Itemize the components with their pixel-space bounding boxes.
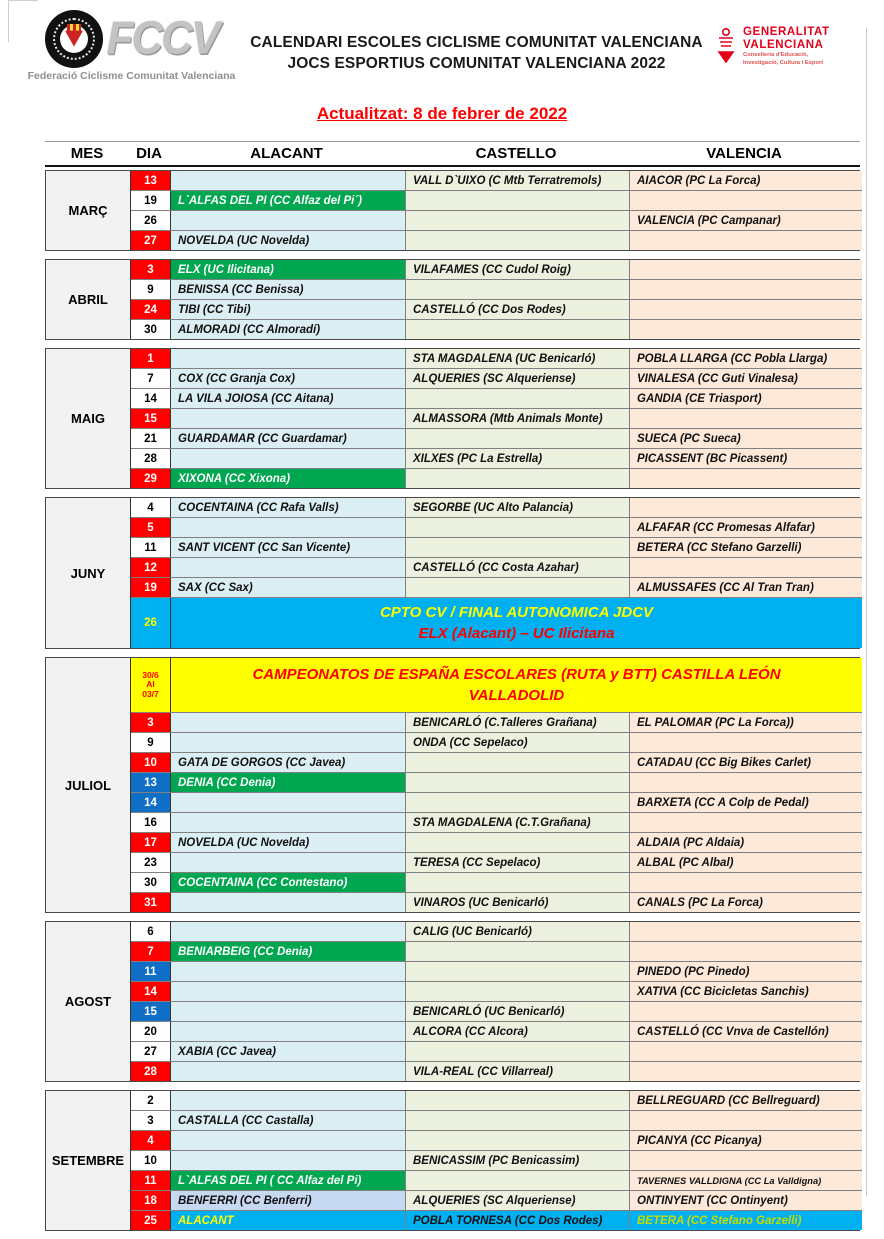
event-cell-castello: ALQUERIES (SC Alqueriense) (406, 369, 630, 388)
event-cell-valencia: GANDIA (CE Triasport) (630, 389, 862, 408)
table-row (131, 713, 862, 733)
day-cell: 15 (131, 1002, 171, 1021)
month-block-juliol (45, 657, 860, 913)
event-cell-castello (406, 538, 630, 557)
day-cell: 24 (131, 300, 171, 319)
event-cell-alacant (171, 518, 406, 537)
day-cell: 28 (131, 449, 171, 468)
day-cell: 4 (131, 1131, 171, 1150)
event-cell-alacant (171, 962, 406, 981)
event-cell-castello (406, 231, 630, 250)
table-row (131, 1091, 862, 1111)
month-label: ABRIL (46, 260, 131, 339)
event-cell-valencia: PICASSENT (BC Picassent) (630, 449, 862, 468)
event-cell-alacant (171, 349, 406, 368)
event-cell-valencia: BARXETA (CC A Colp de Pedal) (630, 793, 862, 812)
banner-line: VALLADOLID (468, 687, 565, 704)
banner-line: ELX (Alacant) – UC Ilicitana (418, 625, 615, 642)
event-cell-alacant: ALACANT (171, 1211, 406, 1230)
event-cell-alacant: COCENTAINA (CC Contestano) (171, 873, 406, 892)
event-cell-alacant: BENFERRI (CC Benferri) (171, 1191, 406, 1210)
day-cell: 17 (131, 833, 171, 852)
column-header-castello: CASTELLO (475, 145, 557, 162)
day-cell: 13 (131, 773, 171, 792)
day-cell: 13 (131, 171, 171, 190)
table-row (131, 449, 862, 469)
event-cell-valencia: ALFAFAR (CC Promesas Alfafar) (630, 518, 862, 537)
event-cell-alacant: LA VILA JOIOSA (CC Aitana) (171, 389, 406, 408)
event-cell-castello (406, 793, 630, 812)
month-rows (131, 1091, 862, 1230)
generalitat-text (743, 26, 830, 75)
event-cell-valencia (630, 300, 862, 319)
event-cell-valencia (630, 280, 862, 299)
event-cell-valencia (630, 558, 862, 577)
day-cell: 11 (131, 538, 171, 557)
event-cell-alacant: L`ALFAS DEL PI (CC Alfaz del Pi´) (171, 191, 406, 210)
gv-name-2: VALENCIANA (743, 38, 824, 51)
table-row (131, 853, 862, 873)
document-title (239, 10, 714, 74)
event-cell-alacant: GATA DE GORGOS (CC Javea) (171, 753, 406, 772)
event-cell-castello (406, 1091, 630, 1110)
event-cell-alacant (171, 922, 406, 941)
event-cell-alacant: XABIA (CC Javea) (171, 1042, 406, 1061)
day-cell: 30 (131, 873, 171, 892)
gv-sub-1: Conselleria d'Educació, (743, 52, 809, 58)
day-cell: 27 (131, 231, 171, 250)
event-cell-valencia: CANALS (PC La Forca) (630, 893, 862, 912)
table-row (131, 922, 862, 942)
event-cell-castello (406, 942, 630, 961)
day-line: Al (146, 679, 155, 690)
table-row (131, 1131, 862, 1151)
event-cell-alacant (171, 813, 406, 832)
fccv-emblem-icon (45, 10, 103, 68)
event-cell-castello: CALIG (UC Benicarló) (406, 922, 630, 941)
day-cell: 20 (131, 1022, 171, 1041)
table-row (131, 558, 862, 578)
table-row (131, 658, 862, 713)
event-cell-castello (406, 518, 630, 537)
day-cell: 25 (131, 1211, 171, 1230)
event-cell-alacant: NOVELDA (UC Novelda) (171, 833, 406, 852)
event-cell-castello (406, 982, 630, 1001)
table-row (131, 280, 862, 300)
day-cell: 18 (131, 1191, 171, 1210)
day-cell: 12 (131, 558, 171, 577)
event-cell-castello (406, 1171, 630, 1190)
table-row (131, 538, 862, 558)
calendar-table (45, 141, 860, 1239)
event-cell-castello (406, 753, 630, 772)
event-cell-alacant (171, 853, 406, 872)
event-cell-valencia: BETERA (CC Stefano Garzelli) (630, 538, 862, 557)
event-cell-castello (406, 1111, 630, 1130)
table-row (131, 1151, 862, 1171)
event-cell-alacant: NOVELDA (UC Novelda) (171, 231, 406, 250)
day-cell: 2 (131, 1091, 171, 1110)
event-cell-valencia: ONTINYENT (CC Ontinyent) (630, 1191, 862, 1210)
event-cell-valencia (630, 942, 862, 961)
event-cell-alacant: ELX (UC Ilicitana) (171, 260, 406, 279)
day-cell: 4 (131, 498, 171, 517)
event-cell-valencia: CATADAU (CC Big Bikes Carlet) (630, 753, 862, 772)
month-label: JUNY (46, 498, 131, 648)
day-cell: 21 (131, 429, 171, 448)
table-row (131, 171, 862, 191)
event-cell-castello: ALCORA (CC Alcora) (406, 1022, 630, 1041)
event-cell-alacant: BENIARBEIG (CC Denia) (171, 942, 406, 961)
event-cell-alacant: TIBI (CC Tibi) (171, 300, 406, 319)
event-cell-valencia: ALBAL (PC Albal) (630, 853, 862, 872)
event-cell-valencia (630, 320, 862, 339)
event-cell-alacant: COCENTAINA (CC Rafa Valls) (171, 498, 406, 517)
table-row (131, 1042, 862, 1062)
day-cell: 9 (131, 733, 171, 752)
generalitat-emblem-icon (714, 26, 738, 75)
event-cell-valencia: VALENCIA (PC Campanar) (630, 211, 862, 230)
table-row (131, 962, 862, 982)
event-cell-castello: BENICARLÓ (UC Benicarló) (406, 1002, 630, 1021)
event-cell-alacant: SANT VICENT (CC San Vicente) (171, 538, 406, 557)
event-cell-castello (406, 833, 630, 852)
event-cell-castello (406, 1042, 630, 1061)
event-cell-valencia (630, 873, 862, 892)
month-rows (131, 658, 862, 912)
table-row (131, 191, 862, 211)
event-cell-alacant (171, 171, 406, 190)
day-cell: 19 (131, 191, 171, 210)
event-cell-valencia: BELLREGUARD (CC Bellreguard) (630, 1091, 862, 1110)
table-row (131, 349, 862, 369)
column-header-dia: DIA (136, 145, 162, 162)
event-cell-castello (406, 873, 630, 892)
month-block-maig (45, 348, 860, 489)
table-row (131, 260, 862, 280)
event-cell-valencia (630, 813, 862, 832)
event-cell-valencia (630, 1002, 862, 1021)
event-cell-alacant: DENIA (CC Denia) (171, 773, 406, 792)
table-row (131, 578, 862, 598)
table-row (131, 389, 862, 409)
event-cell-alacant (171, 558, 406, 577)
month-label: MAIG (46, 349, 131, 488)
event-cell-castello: SEGORBE (UC Alto Palancia) (406, 498, 630, 517)
event-cell-valencia (630, 1042, 862, 1061)
event-cell-castello: ALMASSORA (Mtb Animals Monte) (406, 409, 630, 428)
table-row (131, 598, 862, 648)
day-cell: 26 (131, 211, 171, 230)
table-row (131, 409, 862, 429)
table-row (131, 469, 862, 488)
day-cell: 15 (131, 409, 171, 428)
day-cell: 10 (131, 1151, 171, 1170)
event-cell-castello: VALL D`UIXO (C Mtb Terratremols) (406, 171, 630, 190)
day-cell: 27 (131, 1042, 171, 1061)
day-cell: 7 (131, 942, 171, 961)
day-cell: 7 (131, 369, 171, 388)
table-row (131, 773, 862, 793)
table-row (131, 1171, 862, 1191)
event-cell-alacant (171, 211, 406, 230)
day-cell: 31 (131, 893, 171, 912)
event-cell-alacant (171, 1091, 406, 1110)
generalitat-valenciana-logo (714, 10, 864, 75)
day-cell: 14 (131, 389, 171, 408)
banner-line: CPTO CV / FINAL AUTONOMICA JDCV (379, 604, 654, 621)
updated-date: Actualitzat: 8 de febrer de 2022 (316, 104, 568, 123)
event-cell-valencia: CASTELLÓ (CC Vnva de Castellón) (630, 1022, 862, 1041)
event-cell-castello (406, 280, 630, 299)
event-cell-alacant: XIXONA (CC Xixona) (171, 469, 406, 488)
day-cell: 23 (131, 853, 171, 872)
title-line-1: CALENDARI ESCOLES CICLISME COMUNITAT VALENCIANA (250, 34, 703, 51)
day-cell: 26 (131, 598, 171, 648)
title-line-2: JOCS ESPORTIUS COMUNITAT VALENCIANA 2022 (287, 55, 666, 72)
document-header (24, 10, 864, 105)
table-row (131, 793, 862, 813)
event-cell-castello: BENICASSIM (PC Benicassim) (406, 1151, 630, 1170)
event-cell-castello (406, 469, 630, 488)
event-cell-castello: VILAFAMES (CC Cudol Roig) (406, 260, 630, 279)
day-cell: 30 (131, 320, 171, 339)
event-cell-valencia (630, 498, 862, 517)
column-header-valencia: VALENCIA (706, 145, 782, 162)
banner-cell (171, 598, 862, 648)
month-label: SETEMBRE (46, 1091, 131, 1230)
event-cell-valencia: XATIVA (CC Bicicletas Sanchis) (630, 982, 862, 1001)
event-cell-alacant: L`ALFAS DEL PI ( CC Alfaz del Pi) (171, 1171, 406, 1190)
month-rows (131, 171, 862, 250)
event-cell-castello: ONDA (CC Sepelaco) (406, 733, 630, 752)
day-line: 30/6 (142, 669, 159, 680)
event-cell-castello: STA MAGDALENA (C.T.Grañana) (406, 813, 630, 832)
day-cell: 10 (131, 753, 171, 772)
event-cell-valencia (630, 409, 862, 428)
banner-cell (171, 658, 862, 712)
day-cell: 16 (131, 813, 171, 832)
month-rows (131, 260, 862, 339)
column-header-row (45, 141, 860, 167)
month-block-agost (45, 921, 860, 1082)
event-cell-alacant: CASTALLA (CC Castalla) (171, 1111, 406, 1130)
event-cell-alacant: COX (CC Granja Cox) (171, 369, 406, 388)
event-cell-valencia (630, 191, 862, 210)
month-label: JULIOL (46, 658, 131, 912)
event-cell-valencia (630, 1151, 862, 1170)
event-cell-valencia (630, 733, 862, 752)
month-block-març (45, 170, 860, 251)
day-cell: 29 (131, 469, 171, 488)
day-cell: 3 (131, 1111, 171, 1130)
table-row (131, 369, 862, 389)
table-row (131, 1111, 862, 1131)
event-cell-valencia: ALDAIA (PC Aldaia) (630, 833, 862, 852)
month-block-abril (45, 259, 860, 340)
event-cell-valencia (630, 231, 862, 250)
table-row (131, 320, 862, 339)
event-cell-alacant: BENISSA (CC Benissa) (171, 280, 406, 299)
table-row (131, 429, 862, 449)
event-cell-valencia: PICANYA (CC Picanya) (630, 1131, 862, 1150)
event-cell-castello (406, 962, 630, 981)
day-cell: 1 (131, 349, 171, 368)
month-rows (131, 349, 862, 488)
event-cell-castello: ALQUERIES (SC Alqueriense) (406, 1191, 630, 1210)
table-row (131, 231, 862, 250)
event-cell-alacant (171, 449, 406, 468)
day-cell (131, 658, 171, 712)
month-block-setembre (45, 1090, 860, 1231)
day-cell: 28 (131, 1062, 171, 1081)
day-cell: 6 (131, 922, 171, 941)
event-cell-castello: CASTELLÓ (CC Dos Rodes) (406, 300, 630, 319)
event-cell-alacant (171, 982, 406, 1001)
event-cell-castello (406, 578, 630, 597)
event-cell-castello: BENICARLÓ (C.Talleres Grañana) (406, 713, 630, 732)
table-row (131, 1191, 862, 1211)
event-cell-castello: VINAROS (UC Benicarló) (406, 893, 630, 912)
banner-line: CAMPEONATOS DE ESPAÑA ESCOLARES (RUTA y BTT) CASTILLA LEÓN (252, 666, 781, 683)
month-block-juny (45, 497, 860, 649)
event-cell-castello: STA MAGDALENA (UC Benicarló) (406, 349, 630, 368)
event-cell-alacant (171, 409, 406, 428)
page-edge-top (8, 0, 38, 1)
event-cell-castello: POBLA TORNESA (CC Dos Rodes) (406, 1211, 630, 1230)
event-cell-castello: VILA-REAL (CC Villarreal) (406, 1062, 630, 1081)
page-edge-left (8, 0, 9, 42)
day-cell: 3 (131, 260, 171, 279)
day-cell: 19 (131, 578, 171, 597)
table-row (131, 300, 862, 320)
event-cell-valencia: SUECA (PC Sueca) (630, 429, 862, 448)
table-row (131, 498, 862, 518)
table-row (131, 733, 862, 753)
table-row (131, 1062, 862, 1081)
event-cell-valencia: PINEDO (PC Pinedo) (630, 962, 862, 981)
day-cell: 11 (131, 962, 171, 981)
event-cell-castello: XILXES (PC La Estrella) (406, 449, 630, 468)
event-cell-alacant: SAX (CC Sax) (171, 578, 406, 597)
page-edge-right (866, 28, 867, 1196)
day-cell: 11 (131, 1171, 171, 1190)
event-cell-valencia (630, 1111, 862, 1130)
fccv-logo (24, 10, 239, 82)
gv-name-1: GENERALITAT (743, 26, 830, 38)
event-cell-valencia: AIACOR (PC La Forca) (630, 171, 862, 190)
event-cell-castello (406, 389, 630, 408)
day-cell: 3 (131, 713, 171, 732)
event-cell-valencia (630, 469, 862, 488)
event-cell-castello (406, 211, 630, 230)
column-header-alacant: ALACANT (250, 145, 323, 162)
event-cell-castello (406, 773, 630, 792)
event-cell-valencia: TAVERNES VALLDIGNA (CC La Valldigna) (630, 1171, 862, 1190)
event-cell-alacant (171, 893, 406, 912)
day-cell: 14 (131, 793, 171, 812)
table-row (131, 1022, 862, 1042)
day-cell: 9 (131, 280, 171, 299)
day-cell: 14 (131, 982, 171, 1001)
table-row (131, 982, 862, 1002)
event-cell-valencia: BETERA (CC Stefano Garzelli) (630, 1211, 862, 1230)
event-cell-castello (406, 320, 630, 339)
table-row (131, 813, 862, 833)
event-cell-valencia (630, 922, 862, 941)
table-row (131, 833, 862, 853)
event-cell-alacant (171, 713, 406, 732)
table-row (131, 893, 862, 912)
event-cell-valencia: POBLA LLARGA (CC Pobla Llarga) (630, 349, 862, 368)
event-cell-castello (406, 429, 630, 448)
table-row (131, 753, 862, 773)
event-cell-valencia: ALMUSSAFES (CC Al Tran Tran) (630, 578, 862, 597)
table-row (131, 1211, 862, 1230)
table-row (131, 1002, 862, 1022)
event-cell-castello (406, 191, 630, 210)
gv-sub-2: Investigació, Cultura i Esport (743, 60, 824, 66)
event-cell-alacant (171, 1131, 406, 1150)
event-cell-alacant (171, 1151, 406, 1170)
table-row (131, 942, 862, 962)
event-cell-alacant (171, 793, 406, 812)
month-rows (131, 498, 862, 648)
event-cell-valencia (630, 1062, 862, 1081)
column-header-mes: MES (70, 145, 104, 162)
table-row (131, 873, 862, 893)
event-cell-castello (406, 1131, 630, 1150)
fccv-caption: Federació Ciclisme Comunitat Valenciana (27, 70, 236, 82)
event-cell-alacant (171, 1062, 406, 1081)
table-row (131, 518, 862, 538)
event-cell-alacant (171, 1002, 406, 1021)
event-cell-alacant: ALMORADI (CC Almoradí) (171, 320, 406, 339)
day-line: 03/7 (142, 688, 159, 699)
month-rows (131, 922, 862, 1081)
event-cell-valencia: EL PALOMAR (PC La Forca)) (630, 713, 862, 732)
event-cell-castello: CASTELLÓ (CC Costa Azahar) (406, 558, 630, 577)
table-row (131, 211, 862, 231)
event-cell-alacant: GUARDAMAR (CC Guardamar) (171, 429, 406, 448)
event-cell-alacant (171, 733, 406, 752)
day-cell: 5 (131, 518, 171, 537)
event-cell-valencia: VINALESA (CC Guti Vinalesa) (630, 369, 862, 388)
event-cell-alacant (171, 1022, 406, 1041)
month-label: MARÇ (46, 171, 131, 250)
fccv-acronym: FCCV (106, 12, 219, 65)
event-cell-valencia (630, 260, 862, 279)
month-label: AGOST (46, 922, 131, 1081)
event-cell-castello: TERESA (CC Sepelaco) (406, 853, 630, 872)
event-cell-valencia (630, 773, 862, 792)
